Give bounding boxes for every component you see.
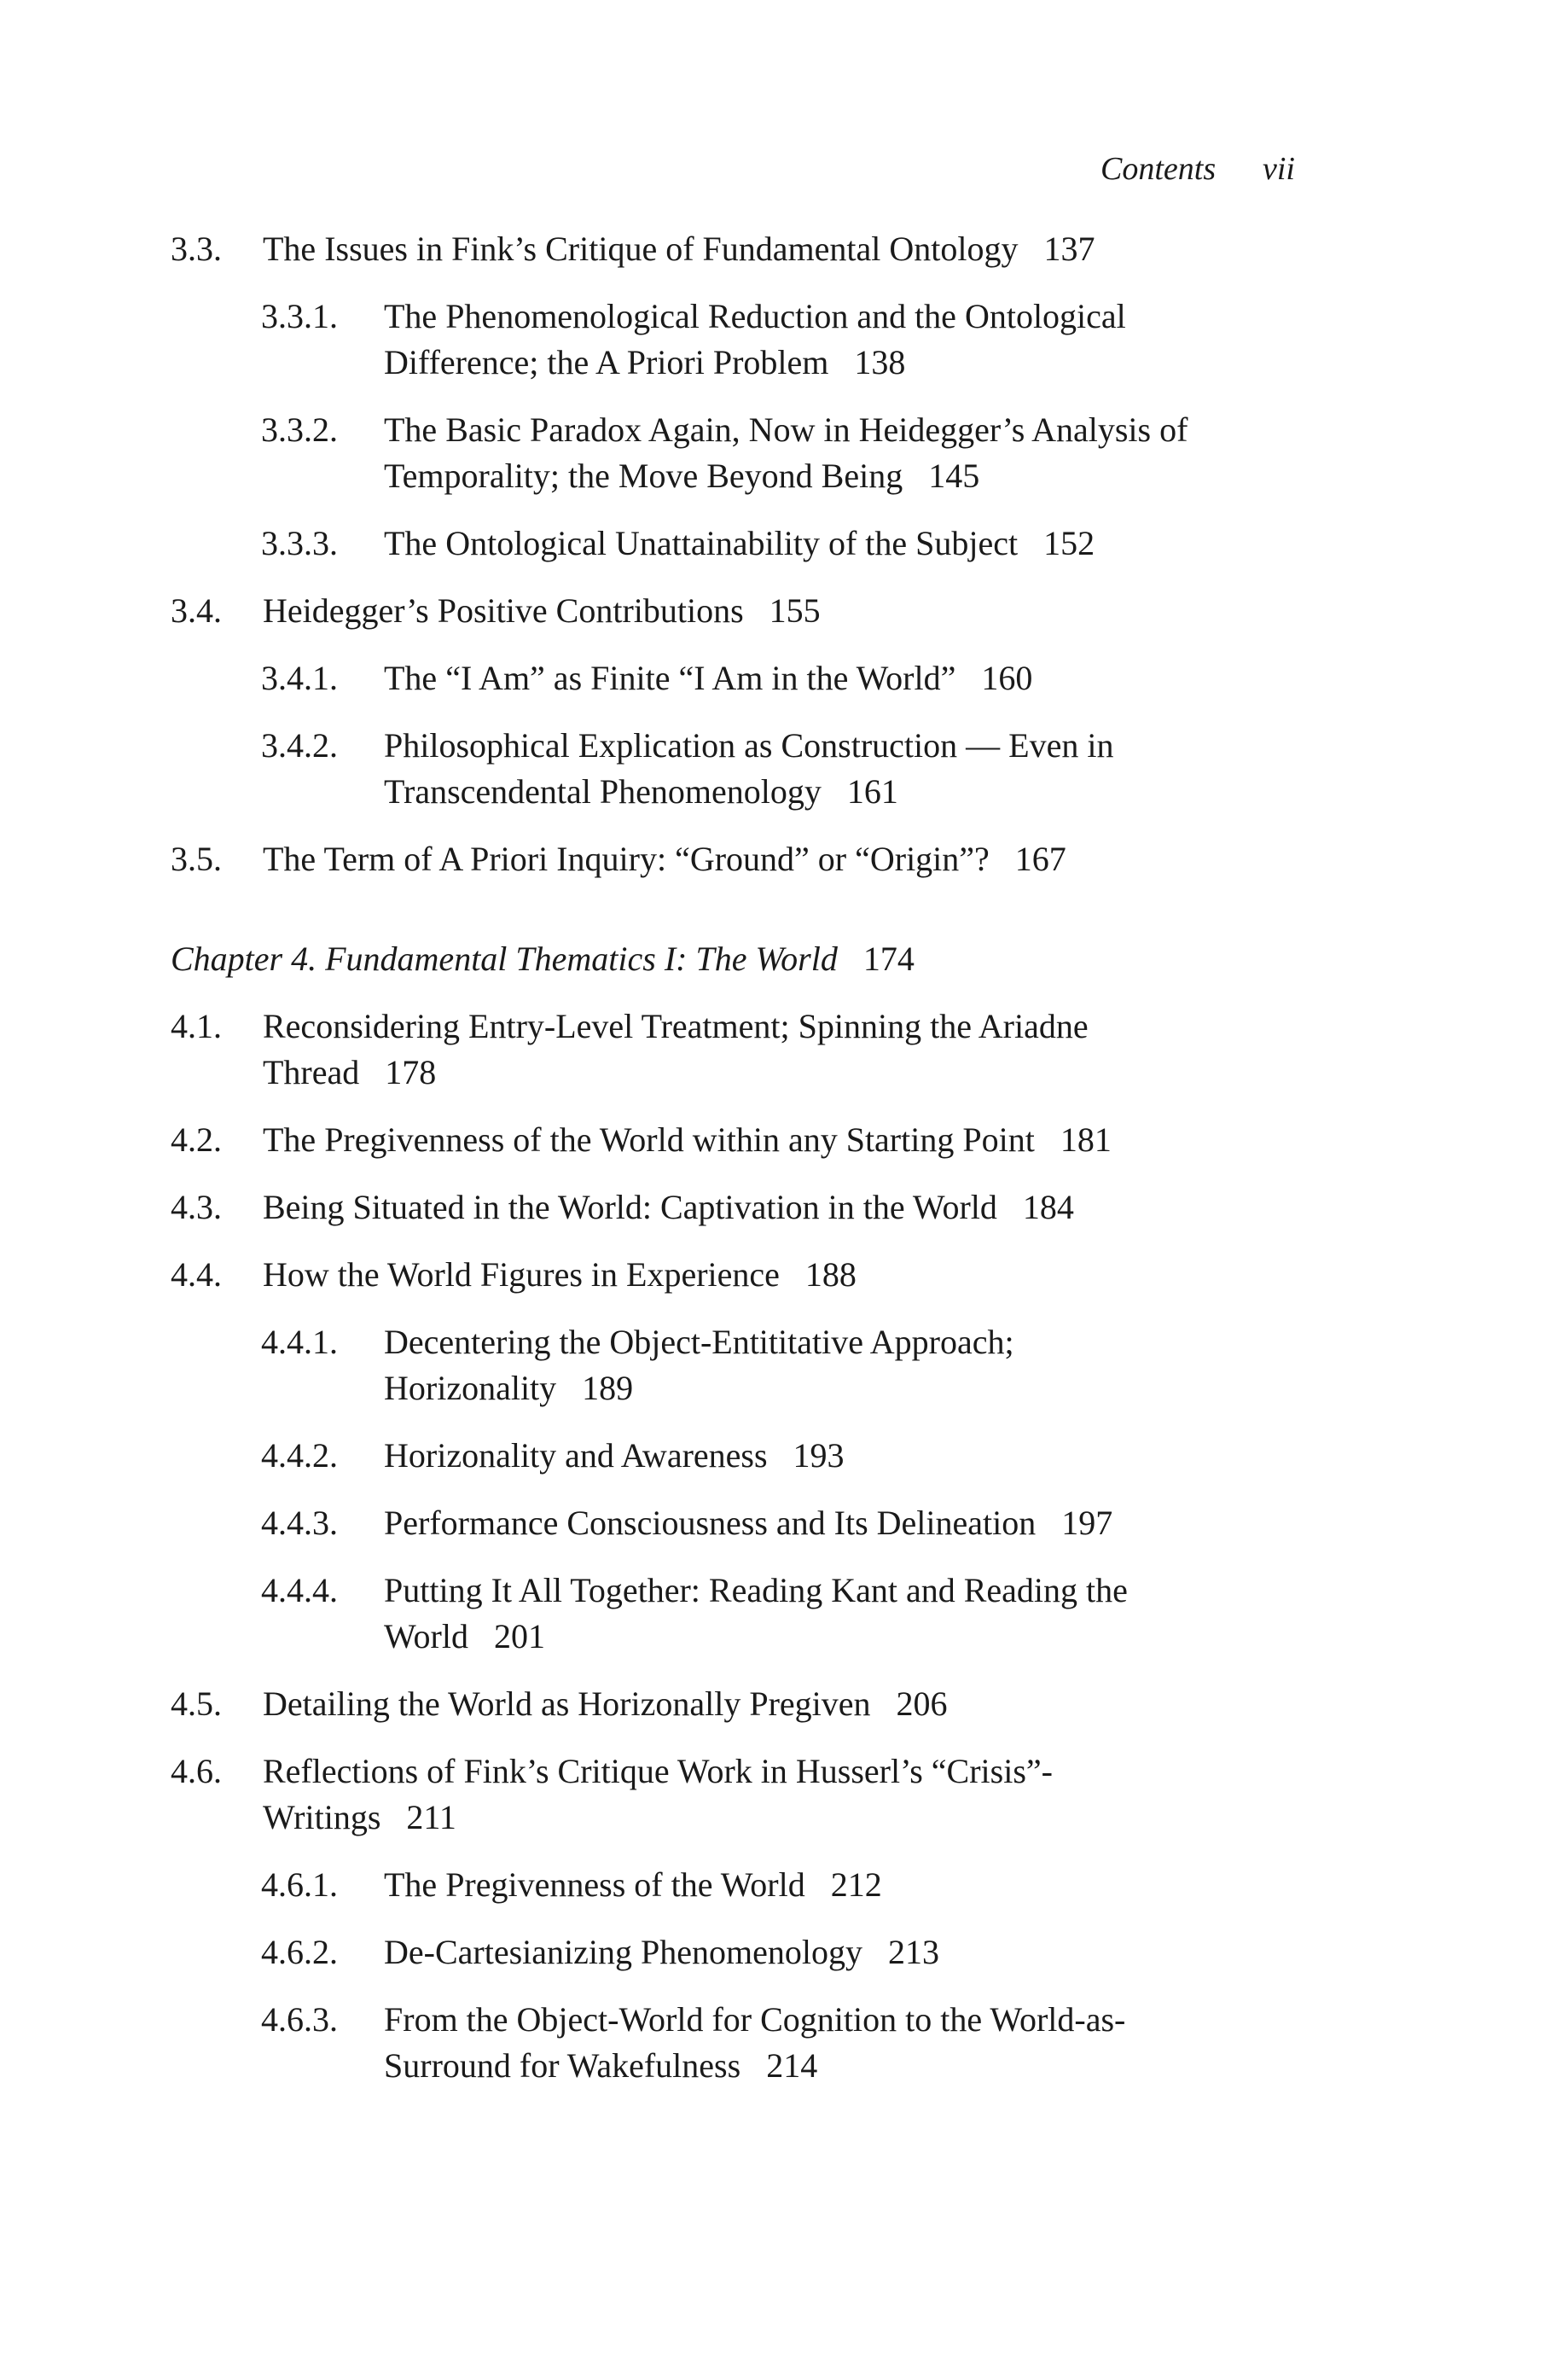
toc-entry-number: 4.6. [171,1752,222,1790]
toc-entry-4-6 [0,1748,1568,1841]
running-head-title: Contents [1101,151,1217,187]
toc-entry-4-3 [0,1184,1568,1231]
toc-entry-number: 4.4.1. [261,1323,338,1361]
toc-entry-page: 197 [1061,1504,1113,1542]
toc-entry-page: 213 [887,1933,939,1971]
toc-entry-4-6-2 [0,1929,1568,1975]
toc-entry-number: 3.3. [171,230,222,268]
toc-entry-4-4-1 [0,1319,1568,1411]
toc-entry-title: The Pregivenness of the World [384,1865,805,1904]
toc-entry-number: 4.3. [171,1188,222,1226]
toc-entry-number: 3.3.2. [261,410,338,449]
toc-entry-4-6-1 [0,1862,1568,1908]
toc-entry-page: 214 [766,2046,818,2085]
toc-entry-page: 201 [493,1617,545,1655]
toc-entry-number: 4.2. [171,1120,222,1159]
toc-entry-page: 206 [896,1684,948,1723]
toc-entry-title: The Term of A Priori Inquiry: “Ground” or “Origin”? [263,840,990,878]
toc-entry-3-3-2 [0,407,1568,499]
toc-chapter-title: Chapter 4. Fundamental Thematics I: The World [171,940,838,978]
toc-entry-3-4-1 [0,655,1568,701]
toc-chapter-4 [171,936,1237,982]
toc-entry-4-1 [0,1004,1568,1096]
toc-entry-3-3 [0,226,1568,272]
toc-entry-page: 160 [981,659,1033,697]
toc-entry-page: 211 [406,1798,456,1836]
toc-entry-title: The “I Am” as Finite “I Am in the World” [384,659,956,697]
toc-entry-3-5 [0,836,1568,882]
toc-entry-number: 3.4.1. [261,659,338,697]
toc-entry-page: 137 [1043,230,1095,268]
toc-entry-title: The Basic Paradox Again, Now in Heidegger’s Analysis of Temporality; the Move Beyond Being [384,410,1188,495]
toc-entry-number: 4.4. [171,1255,222,1294]
toc-entry-number: 4.6.1. [261,1865,338,1904]
toc-entry-title: Heidegger’s Positive Contributions [263,591,744,630]
toc-entry-number: 4.1. [171,1007,222,1045]
toc-entry-page: 161 [846,772,898,811]
toc-entry-number: 3.3.3. [261,524,338,562]
toc-entry-4-2 [0,1117,1568,1163]
toc-entry-3-3-3 [0,521,1568,567]
toc-entry-4-4 [0,1252,1568,1298]
toc-entry-4-4-3 [0,1500,1568,1546]
toc-entry-number: 4.6.2. [261,1933,338,1971]
toc-entry-4-6-3 [0,1997,1568,2089]
toc-entry-page: 167 [1014,840,1066,878]
toc-entry-number: 4.5. [171,1684,222,1723]
toc-entry-title: Being Situated in the World: Captivation in the World [263,1188,997,1226]
toc-entry-4-4-2 [0,1433,1568,1479]
toc-entry-page: 181 [1060,1120,1112,1159]
toc-entry-title: The Pregivenness of the World within any Starting Point [263,1120,1035,1159]
toc-entry-title: Reconsidering Entry-Level Treatment; Spinning the Ariadne Thread [263,1007,1089,1091]
toc-entry-title: The Issues in Fink’s Critique of Fundamental Ontology [263,230,1019,268]
toc-entry-title: Decentering the Object-Entititative Approach; Horizonality [384,1323,1014,1407]
toc-entry-page: 212 [830,1865,882,1904]
toc-entry-4-5 [0,1681,1568,1727]
toc-entry-number: 4.4.2. [261,1436,338,1475]
toc-entry-page: 145 [928,457,980,495]
toc-entry-page: 138 [854,343,906,381]
toc-entry-title: The Ontological Unattainability of the Subject [384,524,1019,562]
toc-entry-number: 4.6.3. [261,2000,338,2039]
toc-entry-title: Putting It All Together: Reading Kant and Reading the World [384,1571,1128,1655]
toc-entry-page: 193 [793,1436,845,1475]
toc-entry-title: Performance Consciousness and Its Delineation [384,1504,1037,1542]
toc-entry-page: 184 [1022,1188,1074,1226]
toc-entry-number: 3.5. [171,840,222,878]
toc-entry-4-4-4 [0,1568,1568,1660]
toc-entry-page: 152 [1043,524,1095,562]
toc-entry-3-4-2 [0,723,1568,815]
table-of-contents [0,226,1568,2089]
toc-entry-number: 4.4.3. [261,1504,338,1542]
toc-entry-3-3-1 [0,294,1568,386]
toc-entry-page: 188 [804,1255,857,1294]
toc-entry-page: 189 [582,1369,634,1407]
toc-entry-title: The Phenomenological Reduction and the Ontological Difference; the A Priori Problem [384,297,1126,381]
toc-chapter-page: 174 [862,940,915,978]
toc-entry-page: 178 [385,1053,437,1091]
toc-entry-title: De-Cartesianizing Phenomenology [384,1933,862,1971]
toc-entry-title: Philosophical Explication as Construction — Even in Transcendental Phenomenology [384,726,1114,811]
toc-entry-number: 3.3.1. [261,297,338,335]
toc-entry-title: Reflections of Fink’s Critique Work in Husserl’s “Crisis”-Writings [263,1752,1053,1836]
running-head-page-number: vii [1263,151,1295,187]
toc-entry-number: 4.4.4. [261,1571,338,1609]
toc-entry-title: Detailing the World as Horizonally Pregiven [263,1684,871,1723]
toc-entry-number: 3.4. [171,591,222,630]
toc-entry-page: 155 [769,591,821,630]
toc-entry-title: Horizonality and Awareness [384,1436,768,1475]
toc-entry-title: How the World Figures in Experience [263,1255,780,1294]
toc-entry-number: 3.4.2. [261,726,338,765]
toc-entry-title: From the Object-World for Cognition to the World-as-Surround for Wakefulness [384,2000,1126,2085]
toc-entry-3-4 [0,588,1568,634]
